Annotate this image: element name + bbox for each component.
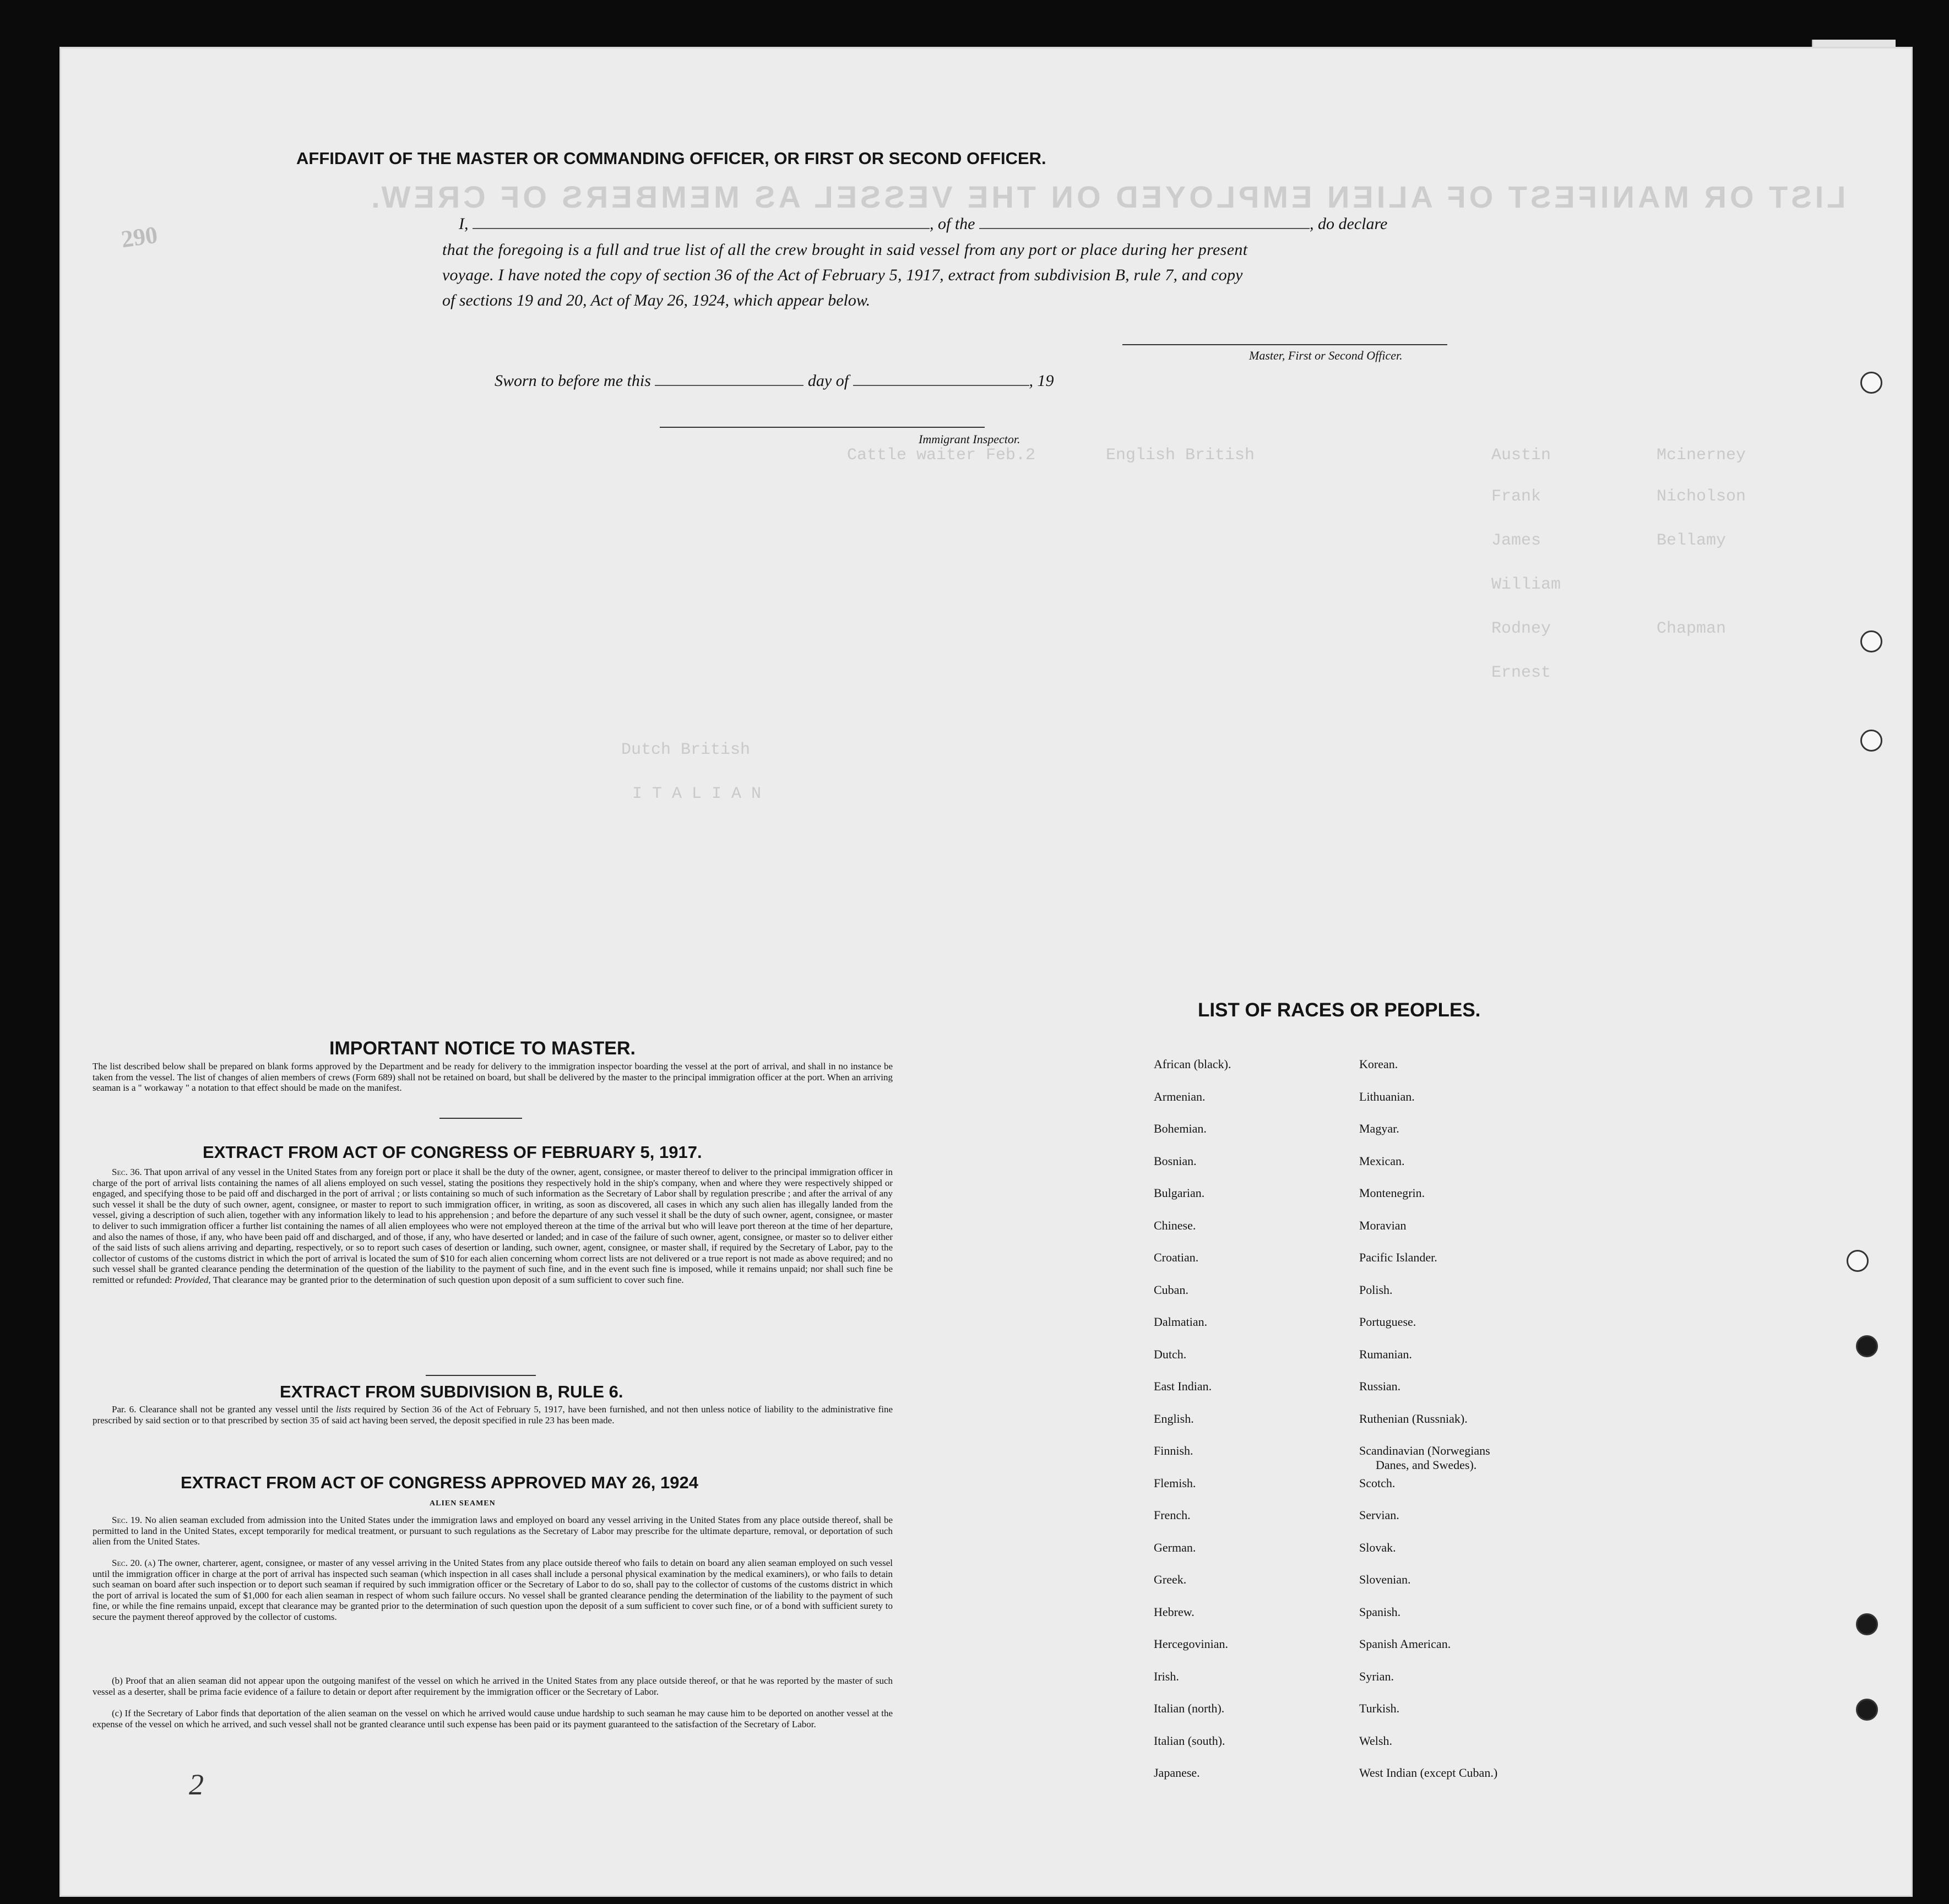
binder-hole: [1856, 1335, 1878, 1357]
race-entry: Korean.: [1359, 1057, 1398, 1071]
sworn-text: Sworn to before me this: [495, 372, 651, 390]
race-entry: Croatian.: [1154, 1250, 1199, 1264]
race-entry: Bulgarian.: [1154, 1186, 1205, 1200]
race-entry: Turkish.: [1359, 1701, 1400, 1715]
notice-heading: IMPORTANT NOTICE TO MASTER.: [329, 1038, 636, 1059]
race-entry: Slovenian.: [1359, 1573, 1411, 1586]
race-entry: Cuban.: [1154, 1282, 1188, 1297]
race-entry: Flemish.: [1154, 1476, 1196, 1490]
section-19-label: Sec. 19.: [112, 1515, 143, 1525]
binder-hole: [1847, 1250, 1869, 1272]
section-20-label: Sec. 20. (a): [112, 1558, 156, 1568]
races-list-left: [1154, 1057, 1352, 1798]
act-1917-heading: EXTRACT FROM ACT OF CONGRESS OF FEBRUARY 5, 1917.: [203, 1143, 702, 1162]
act-1917-proviso-word: Provided,: [174, 1274, 211, 1285]
race-entry: Moravian: [1359, 1218, 1407, 1232]
race-entry: Portuguese.: [1359, 1315, 1416, 1329]
race-entry: English.: [1154, 1411, 1194, 1426]
race-entry: Hebrew.: [1154, 1604, 1195, 1619]
binder-hole: [1860, 730, 1882, 752]
race-entry: East Indian.: [1154, 1379, 1212, 1393]
page-number-stamp: 290: [119, 221, 160, 253]
sworn-month-field[interactable]: [853, 373, 1029, 386]
act-1917-body: [93, 1167, 893, 1286]
race-entry: Italian (south).: [1154, 1733, 1225, 1748]
binder-hole: [1856, 1699, 1878, 1721]
race-entry: Dutch.: [1154, 1347, 1187, 1361]
race-entry: Scandinavian (Norwegians Danes, and Swedes).: [1359, 1444, 1490, 1472]
day-of-text: day of: [807, 372, 849, 390]
act-1924-subheading: ALIEN SEAMEN: [430, 1499, 496, 1508]
race-entry: African (black).: [1154, 1057, 1231, 1071]
act-1924-section-20b: (b) Proof that an alien seaman did not appear upon the outgoing manifest of the vessel on which he arrived in the United States from any place outside thereof, or that he was reported by the master of such vessel as a deserter, shall be prima facie evidence of a failure to detain or deport after requirement by the immigration officer or the Secretary of Labor.: [93, 1675, 893, 1697]
inspector-signature-line: [660, 427, 985, 428]
affidavit-line-1: [459, 215, 1387, 233]
race-entry: Dalmatian.: [1154, 1315, 1208, 1329]
binder-hole: [1856, 1613, 1878, 1635]
race-entry: Japanese.: [1154, 1766, 1200, 1780]
race-entry: Bohemian.: [1154, 1122, 1207, 1135]
race-entry: Montenegrin.: [1359, 1186, 1425, 1200]
binder-hole: [1860, 630, 1882, 652]
notice-divider: [439, 1118, 522, 1119]
race-entry: Russian.: [1359, 1379, 1401, 1393]
races-list-right: [1359, 1057, 1601, 1798]
race-entry: Ruthenian (Russniak).: [1359, 1411, 1468, 1426]
subdivision-b-lists-word: lists: [336, 1404, 351, 1415]
race-entry: Magyar.: [1359, 1122, 1399, 1135]
act-1924-section-20c: (c) If the Secretary of Labor finds that deportation of the alien seaman on the vessel on which he arrived would cause undue hardship to such seaman he may cause him to be deported on another vessel at the expense of the vessel on which he arrived, and such vessel shall not be granted clearance until such expense has been paid or its payment guaranteed to the satisfaction of the Secretary of Labor.: [93, 1708, 893, 1729]
vessel-name-field[interactable]: [979, 216, 1310, 229]
race-entry: Mexican.: [1359, 1154, 1405, 1168]
sworn-day-field[interactable]: [655, 373, 804, 386]
race-entry: Spanish American.: [1359, 1637, 1451, 1651]
race-entry: Chinese.: [1154, 1218, 1196, 1232]
sworn-line: [495, 372, 1054, 390]
affidavit-line-4: of sections 19 and 20, Act of May 26, 1924, which appear below.: [442, 291, 871, 309]
act-1917-proviso-text: That clearance may be granted prior to the determination of such question upon deposit of a sum sufficient to cover such fine.: [213, 1274, 684, 1285]
handwritten-mark: 2: [189, 1768, 204, 1801]
of-the-text: , of the: [930, 215, 975, 233]
manifest-page: LIST OR MANIFEST OF ALIEN EMPLOYED ON THE VESSEL AS MEMBERS OF CREW. Austin Frank James William Rodney Ernest Cattle waiter Feb.2 English British Dutch British I T A L I A N Mcinerney Nicholson Bellamy Chapman 290 2 AFFIDAVIT OF THE MASTER OR COMMANDING OFFICER, OR FIRST OR SECOND OFFICER. I, , of the , do declare that the foregoing is a full and true list of all the crew brought in said vessel from any port or place during her present voyage. I have noted the copy of section 36 of the Act of February 5, 1917, extract from subdivision B, rule 7, and copy of sections 19 and 20, Act of May 26, 1924, which appear below. Master, First or Second Officer. Sworn to before me this day of , 19 Immigrant Inspector. IMPORTANT NOTICE TO MASTER. The list described below shall be prepared on blank forms approved by the Department and be ready for delivery to the immigration inspector boarding the vessel at the port of arrival, and shall in no instance be taken from the vessel. The list of changes of alien members of crews (Form 689) shall not be retained on board, but shall be delivered by the master to the principal immigration officer at the port. When an arriving seaman is a " workaway " a notation to that effect should be made on the manifest. EXTRACT FROM ACT OF CONGRESS OF FEBRUARY 5, 1917. Sec. 36. That upon arrival of any vessel in the United States from any foreign port or place it shall be the duty of the owner, agent, consignee, or master thereof to deliver to the principal immigration officer in charge of the port of arrival lists containing the names of all aliens employed on such vessel, stating the positions they respectively hold in the ship's company, when and where they were respectively shipped or engaged, and specifying those to be paid off and discharged in the port of arrival ; or lists containing so much of such information as the Secretary of Labor shall by regulation prescribe ; and after the arrival of any such vessel it shall be the duty of such owner, agent, consignee, or master to report to such immigration officer, in writing, as soon as discovered, all cases in which any such alien has illegally landed from the vessel, giving a description of such alien, together with any information likely to lead to his apprehension ; and before the departure of any such vessel it shall be the duty of such owner, agent, consignee, or master to deliver to such immigration officer a further list containing the names of all alien employees who were not employed thereon at the time of the arrival but who will leave port thereon at the time of her departure, and also the names of those, if any, who have been paid off and discharged, and of those, if any, who have deserted or landed; and in case of the failure of such owner, agent, consignee, or master so to deliver either of the said lists of such aliens arriving and departing, respectively, or so to report such cases of desertion or landing, such owner, agent, consignee, or master shall, if required by the Secretary of Labor, pay to the collector of customs of the customs district in which the port of arrival is located the sum of $10 for each alien concerning whom correct lists are not delivered or a true report is not made as above required; and no such vessel shall be granted clearance pending the determination of the question of the liability to the payment of such fine, and in the event such fine is imposed, while it remains unpaid; nor shall such fine be remitted or refunded: Provided, That clearance may be granted prior to the determination of such question upon deposit of a sum sufficient to cover such fine. EXTRACT FROM SUBDIVISION B, RULE 6. Par. 6. Clearance shall not be granted any vessel until the lists required by Section 36 of the Act of February 5, 1917, have been furnished, and not then unless notice of liability to the administrative fine prescribed by said section or to that prescribed by section 35 of said act having been served, the deposit specified in rule 23 has been made. EXTRACT FROM ACT OF CONGRESS APPROVED MAY 26, 1924 ALIEN SEAMEN Sec. 19. No alien seaman excluded from admission into the United States under the immigration laws and employed on board any vessel arriving in the United States from any place outside thereof, shall be permitted to land in the United States, except temporarily for medical treatment, or pursuant to such regulations as the Secretary of Labor may prescribe for the ultimate departure, removal, or deportation of such alien from the United States. Sec. 20. (a) The owner, charterer, agent, consignee, or master of any vessel arriving in the United States from any place outside thereof who fails to detain on board any alien seaman employed on such vessel until the immigration officer in charge at the port of arrival has inspected such seaman (which inspection in all cases shall include a personal physical examination by the medical examiners), or who fails to detain such seaman on board after such inspection or to deport such seaman if required by such immigration officer or the Secretary of Labor to do so, shall pay to the collector of customs of the customs district in which the port of arrival is located the sum of $1,000 for each alien seaman in respect of whom such failure occurs. No vessel shall be granted clearance pending the determination of the liability to the payment of such fine, or while the fine remains unpaid, except that clearance may be granted prior to the determination of such question upon the deposit of a sum sufficient to cover such fine, or of a bond with sufficient surety to secure the payment thereof approved by the collector of customs. (b) Proof that an alien seaman did not appear upon the outgoing manifest of the vessel on which he arrived in the United States from any place outside thereof, or that he was reported by the master of such vessel as a deserter, shall be prima facie evidence of a failure to detain or deport after requirement by the immigration officer or the Secretary of Labor. (c) If the Secretary of Labor finds that deportation of the alien seaman on the vessel on which he arrived would cause undue hardship to such seaman he may cause him to be deported on another vessel at the expense of the vessel on which he arrived, and such vessel shall not be granted clearance until such expense has been paid or its payment guaranteed to the satisfaction of the Secretary of Labor. LIST OF RACES OR PEOPLES. African (black). Armenian. Bohemian. Bosnian. Bulgarian. Chinese. Croatian. Cuban. Dalmatian. Dutch. East Indian. English. Finnish. Flemish. French. German. Greek. Hebrew. Hercegovinian. Irish. Italian (north). Italian (south). Japanese. Korean. Lithuanian. Magyar. Mexican. Montenegrin. Moravian Pacific Islander. Polish. Portuguese. Rumanian. Russian. Ruthenian (Russniak). Scandinavian (Norwegians Danes, and Swedes). Scotch. Servian. Slovak. Slovenian. Spanish. Spanish American. Syrian. Turkish. Welsh. West Indian (except Cuban.): [59, 47, 1913, 1897]
race-entry: Slovak.: [1359, 1540, 1396, 1554]
race-entry: Syrian.: [1359, 1669, 1394, 1683]
affidavit-heading: AFFIDAVIT OF THE MASTER OR COMMANDING OFFICER, OR FIRST OR SECOND OFFICER.: [296, 149, 1046, 168]
subdivision-b-body: [93, 1404, 893, 1426]
race-entry: Servian.: [1359, 1508, 1399, 1522]
race-entry: West Indian (except Cuban.): [1359, 1766, 1498, 1780]
race-entry: Spanish.: [1359, 1604, 1401, 1619]
race-entry: Armenian.: [1154, 1089, 1206, 1103]
do-declare-text: , do declare: [1310, 215, 1388, 233]
subdivision-b-text-a: Clearance shall not be granted any vessel until the: [139, 1404, 333, 1415]
race-entry: Lithuanian.: [1359, 1089, 1415, 1103]
binder-hole: [1860, 372, 1882, 394]
race-entry: German.: [1154, 1540, 1196, 1554]
act-1924-section-19: [93, 1515, 893, 1547]
race-entry: Hercegovinian.: [1154, 1637, 1228, 1651]
section-20a-text: The owner, charterer, agent, consignee, or master of any vessel arriving in the United States from any place outside thereof who fails to detain on board any alien seaman employed on such vessel until the immigration officer in charge at the port of arrival has inspected such seaman (which inspection in all cases shall include a personal physical examination by the medical examiners), or who fails to detain such seaman on board after such inspection or to deport such seaman if required by such immigration officer or the Secretary of Labor to do so, shall pay to the collector of customs of the customs district in which the port of arrival is located the sum of $1,000 for each alien seaman in respect of whom such failure occurs. No vessel shall be granted clearance pending the determination of the liability to the payment of such fine, or while the fine remains unpaid, except that clearance may be granted prior to the determination of such question upon the deposit of a sum sufficient to cover such fine, or of a bond with sufficient surety to secure the payment thereof approved by the collector of customs.: [93, 1558, 893, 1622]
race-entry: Greek.: [1154, 1573, 1187, 1586]
race-entry: Finnish.: [1154, 1444, 1193, 1457]
race-entry: Italian (north).: [1154, 1701, 1225, 1715]
master-signature-label: Master, First or Second Officer.: [1249, 349, 1403, 362]
race-entry: Pacific Islander.: [1359, 1250, 1437, 1264]
act-1917-text: That upon arrival of any vessel in the United States from any foreign port or place it shall be the duty of the owner, agent, consignee, or master thereof to deliver to the principal immigration officer in charge of the port of arrival lists containing the names of all aliens employed on such vessel, stating the positions they respectively hold in the ship's company, when and where they were respectively shipped or engaged, and specifying those to be paid off and discharged in the port of arrival ; or lists containing so much of such information as the Secretary of Labor shall by regulation prescribe ; and after the arrival of any such vessel it shall be the duty of such owner, agent, consignee, or master to report to such immigration officer, in writing, as soon as discovered, all cases in which any such alien has illegally landed from the vessel, giving a description of such alien, together with any information likely to lead to his apprehension ; and before the departure of any such vessel it shall be the duty of such owner, agent, consignee, or master to deliver to such immigration officer a further list containing the names of all alien employees who were not employed thereon at the time of the arrival but who will leave port thereon at the time of her departure, and also the names of those, if any, who have been paid off and discharged, and of those, if any, who have deserted or landed; and in case of the failure of such owner, agent, consignee, or master so to deliver either of the said lists of such aliens arriving and departing, respectively, or so to report such cases of desertion or landing, such owner, agent, consignee, or master shall, if required by the Secretary of Labor, pay to the collector of customs of the customs district in which the port of arrival is located the sum of $10 for each alien concerning whom correct lists are not delivered or a true report is not made as above required; and no such vessel shall be granted clearance pending the determination of the question of the liability to the payment of such fine, and in the event such fine is imposed, while it remains unpaid; nor shall such fine be remitted or refunded:: [93, 1167, 893, 1285]
race-entry: Welsh.: [1359, 1733, 1392, 1748]
act-1917-divider: [426, 1375, 536, 1376]
subdivision-b-par-label: Par. 6.: [112, 1404, 137, 1415]
notice-body: The list described below shall be prepared on blank forms approved by the Department and be ready for delivery to the immigration inspector boarding the vessel at the port of arrival, and shall in no instance be taken from the vessel. The list of changes of alien members of crews (Form 689) shall not be retained on board, but shall be delivered by the master to the principal immigration officer at the port. When an arriving seaman is a " workaway " a notation to that effect should be made on the manifest.: [93, 1061, 893, 1094]
race-entry: Irish.: [1154, 1669, 1179, 1683]
year-prefix-text: , 19: [1029, 372, 1054, 390]
subdivision-b-text-b: required by Section 36 of the Act of February 5, 1917, have been furnished, and not then unless notice of liability to the administrative fine prescribed by said section or to that prescribed by section 35 of said act having been served, the deposit specified in rule 23 has been made.: [93, 1404, 893, 1426]
race-entry: Scotch.: [1359, 1476, 1396, 1490]
affidavit-line-3: voyage. I have noted the copy of section 36 of the Act of February 5, 1917, extract from subdivision B, rule 7, and copy: [442, 266, 1243, 284]
races-heading: LIST OF RACES OR PEOPLES.: [1198, 999, 1481, 1021]
bleed-through-title: LIST OR MANIFEST OF ALIEN EMPLOYED ON THE VESSEL AS MEMBERS OF CREW.: [368, 179, 1846, 214]
act-1917-section-label: Sec. 36.: [112, 1167, 142, 1177]
affidavit-line-2: that the foregoing is a full and true list of all the crew brought in said vessel from any port or place during her present: [442, 241, 1248, 259]
inspector-signature-label: Immigrant Inspector.: [919, 432, 1020, 446]
race-entry: Bosnian.: [1154, 1154, 1197, 1168]
race-entry: Polish.: [1359, 1282, 1393, 1297]
declarant-name-field[interactable]: [473, 216, 930, 229]
race-entry: French.: [1154, 1508, 1191, 1522]
section-19-text: No alien seaman excluded from admission into the United States under the immigration laws and employed on board any vessel arriving in the United States from any place outside thereof, shall be permitted to land in the United States, except temporarily for medical treatment, or pursuant to such regulations as the Secretary of Labor may prescribe for the ultimate departure, removal, or deportation of such alien from the United States.: [93, 1515, 893, 1547]
declarant-prefix: I,: [459, 215, 469, 233]
subdivision-b-heading: EXTRACT FROM SUBDIVISION B, RULE 6.: [280, 1382, 623, 1401]
master-signature-line: [1122, 344, 1447, 345]
race-entry: Rumanian.: [1359, 1347, 1412, 1361]
act-1924-section-20a: [93, 1558, 893, 1623]
act-1924-heading: EXTRACT FROM ACT OF CONGRESS APPROVED MAY 26, 1924: [181, 1473, 698, 1492]
